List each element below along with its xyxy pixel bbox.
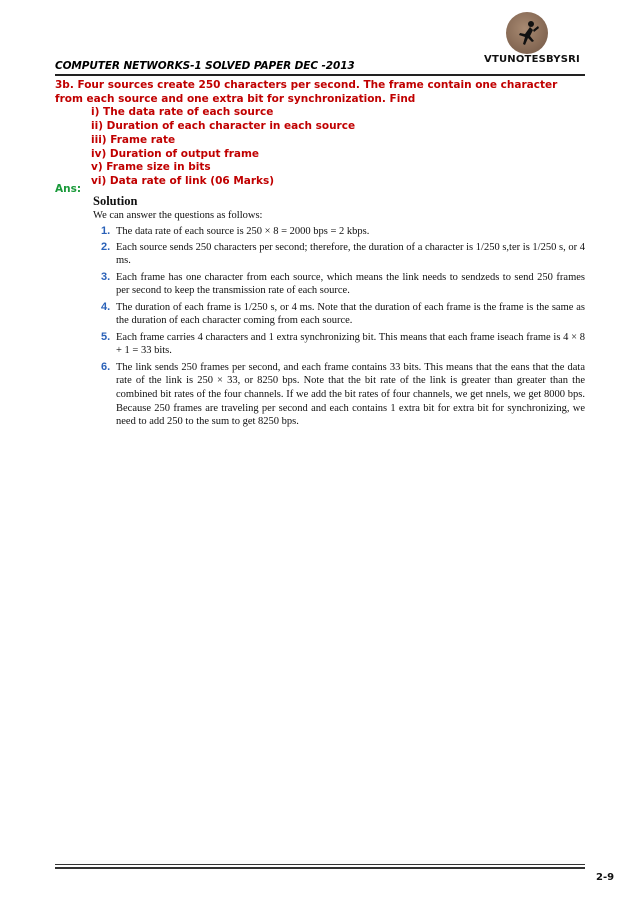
brand-logo	[506, 12, 548, 54]
page-header-title: COMPUTER NETWORKS-1 SOLVED PAPER DEC -2013	[55, 60, 355, 72]
solution-item	[93, 331, 585, 358]
solution-item-number: 4.	[101, 300, 111, 313]
question-intro: 3b. Four sources create 250 characters per second. The frame contain one character from each source and one extra bit for synchronization. Find	[55, 79, 558, 105]
brand-name: VTUNOTESBYSRI	[484, 54, 580, 65]
solution-title: Solution	[93, 194, 138, 208]
solution-item	[93, 361, 585, 429]
solution-item-text: The data rate of each source is 250 × 8 = 2000 bps = 2 kbps.	[116, 225, 370, 237]
solution-item-text: The link sends 250 frames per second, and each frame contains 33 bits. This means that the eans that the data rate of the link is 250 × 33, or 8250 bps. Note that the bit rate of the link is greater than greater than the combined bit rates of the four channels. If we add the bit rates of four channels, we get nnels, we get 8000 bps. Because 250 frames are traveling per second and each contains 1 extra bit for extra bit for synchronizing, we need to add 250 to the sum to get 8250 bps.	[116, 361, 585, 428]
page-number: 2-9	[596, 872, 615, 883]
question-item: iii) Frame rate	[91, 133, 176, 146]
solution-item-number: 3.	[101, 270, 111, 283]
solution-item	[93, 241, 585, 268]
solution-item-number: 5.	[101, 330, 111, 343]
solution-item-number: 1.	[101, 224, 111, 237]
solution-item	[93, 225, 585, 239]
solution-item-text: Each frame carries 4 characters and 1 extra synchronizing bit. This means that each frame iseach frame is 4 × 8 + 1 = 33 bits.	[116, 331, 585, 357]
header-rule	[55, 74, 585, 76]
solution-item	[93, 271, 585, 298]
figure-silhouette-icon	[506, 12, 548, 54]
footer-rule-thick	[55, 867, 585, 869]
question-item: iv) Duration of output frame	[91, 147, 260, 160]
footer-rule	[55, 864, 585, 865]
question-block	[55, 79, 585, 189]
solution-list	[93, 225, 585, 429]
solution-item-text: Each source sends 250 characters per second; therefore, the duration of a character is 1/250 s,ter is 1/250 s, or 4 ms.	[116, 241, 585, 267]
question-item: vi) Data rate of link (06 Marks)	[91, 174, 275, 187]
answer-label: Ans:	[55, 183, 82, 195]
question-items	[55, 106, 585, 188]
solution-intro: We can answer the questions as follows:	[93, 210, 263, 221]
solution-item-number: 6.	[101, 360, 111, 373]
solution-item-text: The duration of each frame is 1/250 s, or 4 ms. Note that the duration of each frame is the frame is the same as the duration of each character coming from each source.	[116, 301, 585, 327]
solution-block	[93, 194, 585, 432]
solution-item-text: Each frame has one character from each source, which means the link needs to sendzeds to send 250 frames per second to keep the transmission rate of each source.	[116, 271, 585, 297]
question-item: v) Frame size in bits	[91, 161, 211, 174]
question-item: i) The data rate of each source	[91, 106, 274, 119]
solution-item	[93, 301, 585, 328]
solution-item-number: 2.	[101, 240, 111, 253]
question-item: ii) Duration of each character in each source	[91, 120, 356, 133]
